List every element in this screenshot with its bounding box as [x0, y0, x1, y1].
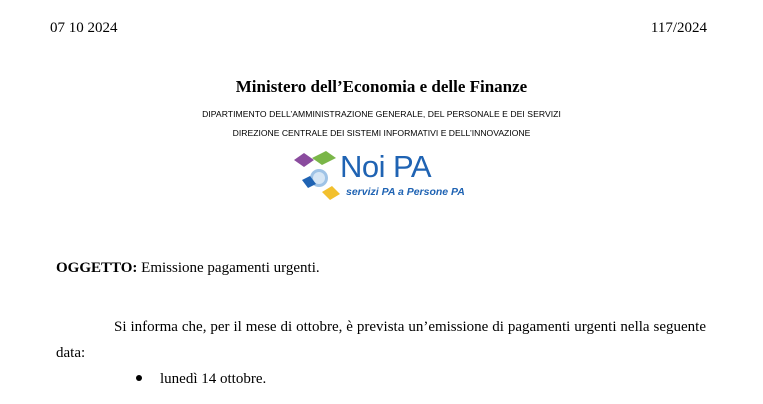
noipa-word-noi: Noi: [340, 149, 386, 184]
noipa-word-pa: PA: [393, 149, 432, 184]
noipa-tagline: servizi PA a Persone PA: [346, 186, 465, 198]
subject-label: OGGETTO:: [56, 260, 138, 276]
bullet-icon: [136, 375, 142, 381]
noipa-logo: [292, 150, 472, 206]
noipa-wordmark: [340, 150, 431, 184]
directorate-line: DIREZIONE CENTRALE DEI SISTEMI INFORMATIVI E DELL’INNOVAZIONE: [232, 128, 531, 138]
body-paragraph: Si informa che, per il mese di ottobre, è prevista un’emissione di pagamenti urgenti nella seguente data:: [56, 319, 706, 361]
department-line: DIPARTIMENTO DELL’AMMINISTRAZIONE GENERALE, DEL PERSONALE E DEI SERVIZI: [202, 109, 561, 119]
bullet-text: lunedì 14 ottobre.: [160, 371, 267, 387]
list-item: [136, 371, 266, 388]
subject-line: [56, 260, 320, 277]
subject-text: Emissione pagamenti urgenti.: [141, 260, 320, 276]
protocol-number: 117/2024: [650, 20, 707, 36]
document-date: 07 10 2024: [50, 20, 118, 36]
ministry-title: Ministero dell’Economia e delle Finanze: [235, 77, 528, 96]
